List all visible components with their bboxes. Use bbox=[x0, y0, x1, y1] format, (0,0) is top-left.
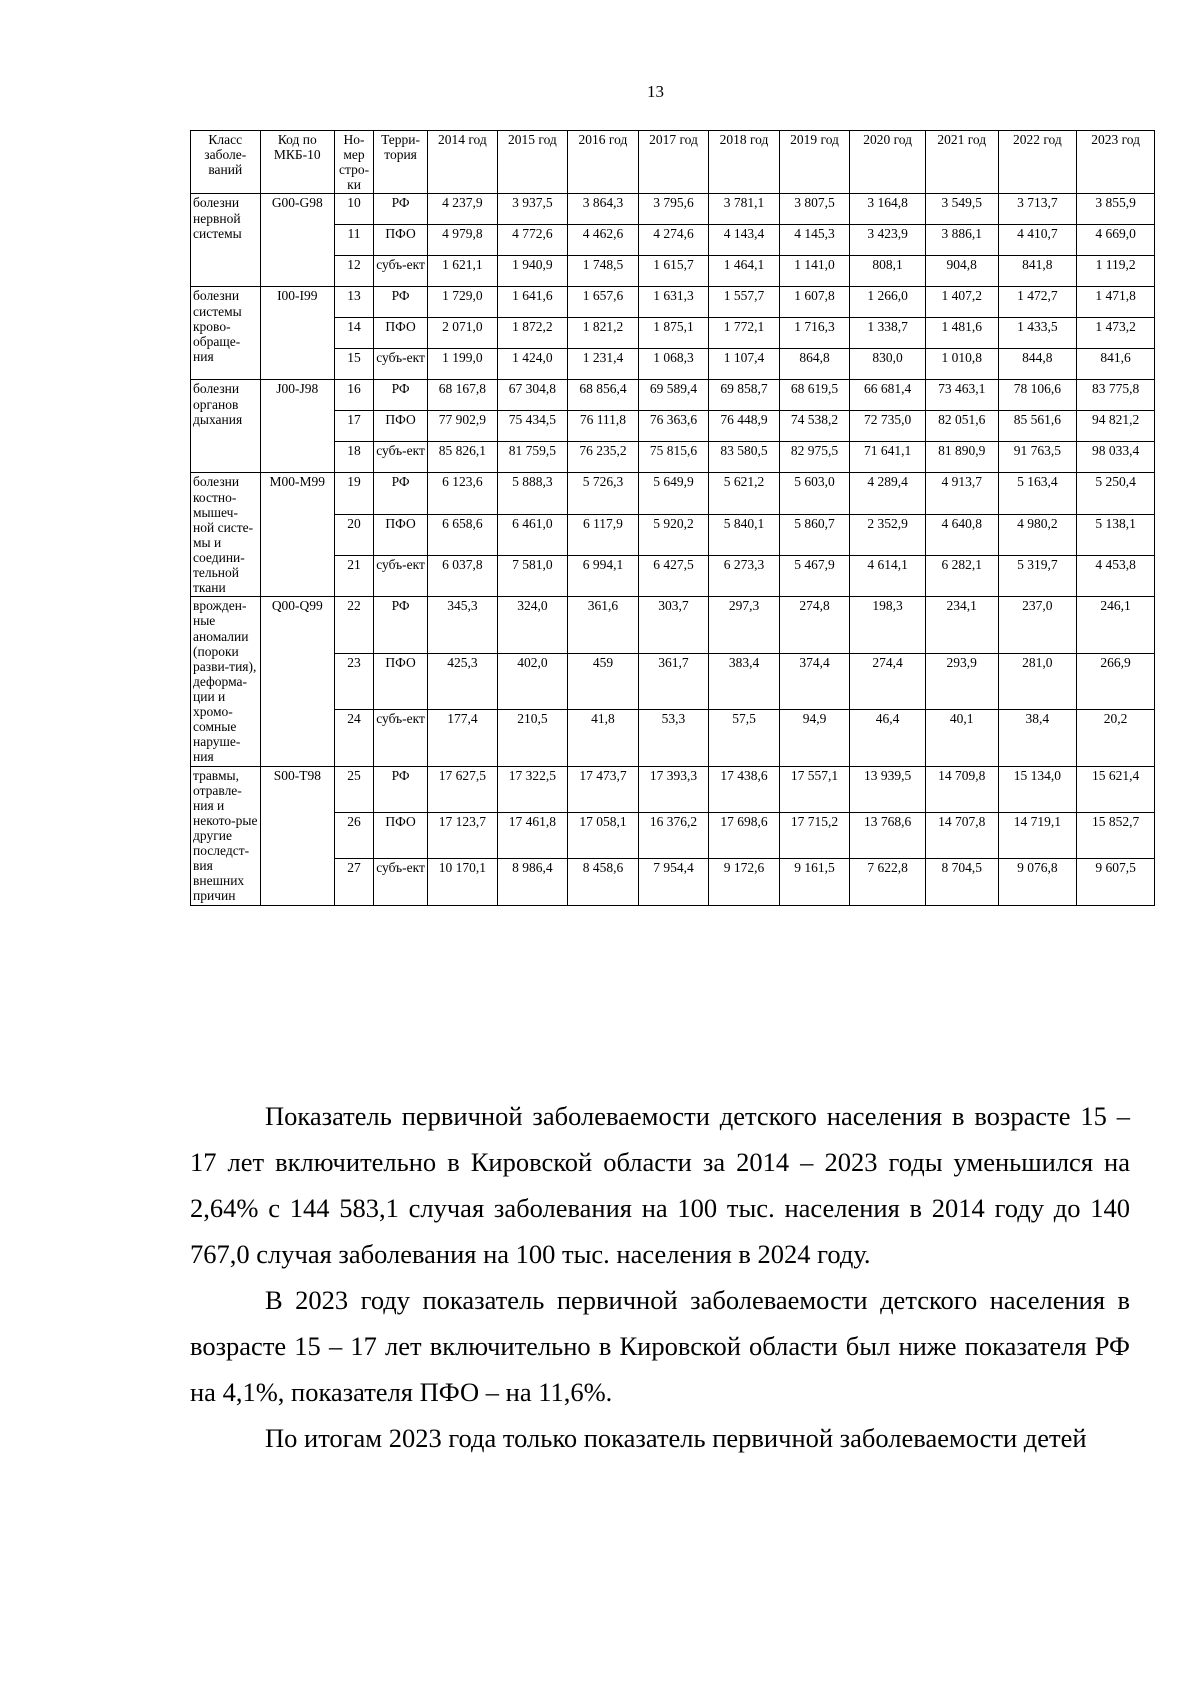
row-number-cell: 25 bbox=[335, 766, 374, 812]
value-cell: 17 058,1 bbox=[568, 812, 639, 858]
value-cell: 864,8 bbox=[779, 349, 850, 380]
value-cell: 6 117,9 bbox=[568, 514, 639, 555]
territory-cell: ПФО bbox=[373, 653, 427, 709]
disease-class-cell: болезни костно-мышеч-ной систе-мы и соедини-тельной ткани bbox=[191, 473, 261, 597]
value-cell: 5 319,7 bbox=[998, 556, 1077, 597]
value-cell: 15 852,7 bbox=[1077, 812, 1155, 858]
value-cell: 6 461,0 bbox=[497, 514, 568, 555]
value-cell: 1 772,1 bbox=[709, 318, 780, 349]
value-cell: 91 763,5 bbox=[998, 442, 1077, 473]
value-cell: 4 289,4 bbox=[850, 473, 926, 514]
value-cell: 303,7 bbox=[638, 597, 709, 653]
value-cell: 1 872,2 bbox=[497, 318, 568, 349]
value-cell: 177,4 bbox=[428, 710, 498, 766]
value-cell: 15 621,4 bbox=[1077, 766, 1155, 812]
table-row bbox=[191, 597, 1155, 653]
disease-class-cell: болезни органов дыхания bbox=[191, 380, 261, 473]
icd-code-cell: S00-T98 bbox=[260, 766, 335, 905]
value-cell: 17 715,2 bbox=[779, 812, 850, 858]
value-cell: 1 338,7 bbox=[850, 318, 926, 349]
value-cell: 14 709,8 bbox=[925, 766, 998, 812]
value-cell: 4 614,1 bbox=[850, 556, 926, 597]
row-number-cell: 20 bbox=[335, 514, 374, 555]
value-cell: 1 716,3 bbox=[779, 318, 850, 349]
value-cell: 1 940,9 bbox=[497, 256, 568, 287]
value-cell: 6 273,3 bbox=[709, 556, 780, 597]
column-header: 2017 год bbox=[638, 131, 709, 194]
territory-cell: субъ-ект bbox=[373, 442, 427, 473]
value-cell: 210,5 bbox=[497, 710, 568, 766]
value-cell: 40,1 bbox=[925, 710, 998, 766]
territory-cell: РФ bbox=[373, 287, 427, 318]
value-cell: 16 376,2 bbox=[638, 812, 709, 858]
icd-code-cell: G00-G98 bbox=[260, 194, 335, 287]
disease-class-cell: травмы, отравле-ния и некото-рые другие последст-вия внешних причин bbox=[191, 766, 261, 905]
value-cell: 841,8 bbox=[998, 256, 1077, 287]
territory-cell: субъ-ект bbox=[373, 556, 427, 597]
value-cell: 198,3 bbox=[850, 597, 926, 653]
value-cell: 4 145,3 bbox=[779, 225, 850, 256]
value-cell: 1 607,8 bbox=[779, 287, 850, 318]
territory-cell: ПФО bbox=[373, 812, 427, 858]
table-row bbox=[191, 380, 1155, 411]
value-cell: 345,3 bbox=[428, 597, 498, 653]
territory-cell: РФ bbox=[373, 597, 427, 653]
value-cell: 1 119,2 bbox=[1077, 256, 1155, 287]
value-cell: 17 627,5 bbox=[428, 766, 498, 812]
row-number-cell: 16 bbox=[335, 380, 374, 411]
value-cell: 4 462,6 bbox=[568, 225, 639, 256]
table-row bbox=[191, 514, 1155, 555]
value-cell: 4 980,2 bbox=[998, 514, 1077, 555]
value-cell: 4 237,9 bbox=[428, 194, 498, 225]
value-cell: 1 199,0 bbox=[428, 349, 498, 380]
column-header: 2019 год bbox=[779, 131, 850, 194]
value-cell: 68 856,4 bbox=[568, 380, 639, 411]
value-cell: 38,4 bbox=[998, 710, 1077, 766]
value-cell: 69 858,7 bbox=[709, 380, 780, 411]
value-cell: 66 681,4 bbox=[850, 380, 926, 411]
value-cell: 1 464,1 bbox=[709, 256, 780, 287]
value-cell: 1 621,1 bbox=[428, 256, 498, 287]
table-row bbox=[191, 349, 1155, 380]
value-cell: 81 759,5 bbox=[497, 442, 568, 473]
value-cell: 5 138,1 bbox=[1077, 514, 1155, 555]
value-cell: 76 235,2 bbox=[568, 442, 639, 473]
body-text bbox=[190, 1093, 1130, 1461]
value-cell: 17 322,5 bbox=[497, 766, 568, 812]
value-cell: 4 410,7 bbox=[998, 225, 1077, 256]
value-cell: 1 433,5 bbox=[998, 318, 1077, 349]
paragraph-results: По итогам 2023 года только показатель первичной заболеваемости детей bbox=[265, 1423, 1087, 1453]
icd-code-cell: J00-J98 bbox=[260, 380, 335, 473]
column-header: 2018 год bbox=[709, 131, 780, 194]
value-cell: 76 448,9 bbox=[709, 411, 780, 442]
value-cell: 3 855,9 bbox=[1077, 194, 1155, 225]
value-cell: 72 735,0 bbox=[850, 411, 926, 442]
row-number-cell: 13 bbox=[335, 287, 374, 318]
value-cell: 3 864,3 bbox=[568, 194, 639, 225]
paragraph-comparison: В 2023 году показатель первичной заболеваемости детского населения в возрасте 15 – 17 лет включительно в Кировской области был ниже показателя РФ на 4,1%, показателя ПФО – на 11,6%. bbox=[190, 1285, 1130, 1407]
row-number-cell: 23 bbox=[335, 653, 374, 709]
value-cell: 75 815,6 bbox=[638, 442, 709, 473]
table-row bbox=[191, 812, 1155, 858]
value-cell: 1 266,0 bbox=[850, 287, 926, 318]
value-cell: 1 472,7 bbox=[998, 287, 1077, 318]
territory-cell: РФ bbox=[373, 194, 427, 225]
value-cell: 3 781,1 bbox=[709, 194, 780, 225]
value-cell: 14 719,1 bbox=[998, 812, 1077, 858]
value-cell: 3 937,5 bbox=[497, 194, 568, 225]
value-cell: 237,0 bbox=[998, 597, 1077, 653]
table-body bbox=[191, 194, 1155, 905]
value-cell: 77 902,9 bbox=[428, 411, 498, 442]
value-cell: 17 393,3 bbox=[638, 766, 709, 812]
table-row bbox=[191, 318, 1155, 349]
table-row bbox=[191, 766, 1155, 812]
value-cell: 7 622,8 bbox=[850, 859, 926, 905]
territory-cell: ПФО bbox=[373, 225, 427, 256]
value-cell: 5 920,2 bbox=[638, 514, 709, 555]
column-header: 2021 год bbox=[925, 131, 998, 194]
table-row bbox=[191, 653, 1155, 709]
territory-cell: субъ-ект bbox=[373, 349, 427, 380]
value-cell: 6 658,6 bbox=[428, 514, 498, 555]
value-cell: 6 994,1 bbox=[568, 556, 639, 597]
value-cell: 5 603,0 bbox=[779, 473, 850, 514]
row-number-cell: 19 bbox=[335, 473, 374, 514]
icd-code-cell: I00-I99 bbox=[260, 287, 335, 380]
value-cell: 1 821,2 bbox=[568, 318, 639, 349]
value-cell: 4 979,8 bbox=[428, 225, 498, 256]
value-cell: 85 561,6 bbox=[998, 411, 1077, 442]
column-header: 2020 год bbox=[850, 131, 926, 194]
value-cell: 1 231,4 bbox=[568, 349, 639, 380]
territory-cell: РФ bbox=[373, 766, 427, 812]
value-cell: 274,4 bbox=[850, 653, 926, 709]
value-cell: 1 615,7 bbox=[638, 256, 709, 287]
value-cell: 81 890,9 bbox=[925, 442, 998, 473]
value-cell: 3 164,8 bbox=[850, 194, 926, 225]
value-cell: 6 282,1 bbox=[925, 556, 998, 597]
row-number-cell: 27 bbox=[335, 859, 374, 905]
column-header: 2016 год bbox=[568, 131, 639, 194]
table-row bbox=[191, 194, 1155, 225]
value-cell: 98 033,4 bbox=[1077, 442, 1155, 473]
column-header: Код по МКБ-10 bbox=[260, 131, 335, 194]
value-cell: 3 549,5 bbox=[925, 194, 998, 225]
value-cell: 9 076,8 bbox=[998, 859, 1077, 905]
value-cell: 266,9 bbox=[1077, 653, 1155, 709]
value-cell: 3 713,7 bbox=[998, 194, 1077, 225]
territory-cell: ПФО bbox=[373, 411, 427, 442]
value-cell: 1 010,8 bbox=[925, 349, 998, 380]
value-cell: 17 557,1 bbox=[779, 766, 850, 812]
value-cell: 69 589,4 bbox=[638, 380, 709, 411]
value-cell: 14 707,8 bbox=[925, 812, 998, 858]
value-cell: 274,8 bbox=[779, 597, 850, 653]
value-cell: 1 473,2 bbox=[1077, 318, 1155, 349]
value-cell: 6 427,5 bbox=[638, 556, 709, 597]
territory-cell: ПФО bbox=[373, 514, 427, 555]
value-cell: 8 704,5 bbox=[925, 859, 998, 905]
value-cell: 4 669,0 bbox=[1077, 225, 1155, 256]
value-cell: 73 463,1 bbox=[925, 380, 998, 411]
value-cell: 1 424,0 bbox=[497, 349, 568, 380]
value-cell: 1 407,2 bbox=[925, 287, 998, 318]
value-cell: 7 954,4 bbox=[638, 859, 709, 905]
row-number-cell: 11 bbox=[335, 225, 374, 256]
value-cell: 17 698,6 bbox=[709, 812, 780, 858]
value-cell: 3 795,6 bbox=[638, 194, 709, 225]
value-cell: 2 071,0 bbox=[428, 318, 498, 349]
value-cell: 6 123,6 bbox=[428, 473, 498, 514]
table-row bbox=[191, 442, 1155, 473]
value-cell: 41,8 bbox=[568, 710, 639, 766]
column-header: Класс заболе-ваний bbox=[191, 131, 261, 194]
value-cell: 9 607,5 bbox=[1077, 859, 1155, 905]
value-cell: 68 167,8 bbox=[428, 380, 498, 411]
value-cell: 234,1 bbox=[925, 597, 998, 653]
icd-code-cell: M00-M99 bbox=[260, 473, 335, 597]
value-cell: 6 037,8 bbox=[428, 556, 498, 597]
table-row bbox=[191, 411, 1155, 442]
value-cell: 5 888,3 bbox=[497, 473, 568, 514]
value-cell: 3 886,1 bbox=[925, 225, 998, 256]
value-cell: 83 775,8 bbox=[1077, 380, 1155, 411]
value-cell: 17 123,7 bbox=[428, 812, 498, 858]
value-cell: 1 729,0 bbox=[428, 287, 498, 318]
value-cell: 20,2 bbox=[1077, 710, 1155, 766]
value-cell: 71 641,1 bbox=[850, 442, 926, 473]
value-cell: 844,8 bbox=[998, 349, 1077, 380]
value-cell: 5 726,3 bbox=[568, 473, 639, 514]
value-cell: 53,3 bbox=[638, 710, 709, 766]
value-cell: 76 363,6 bbox=[638, 411, 709, 442]
disease-class-cell: врожден-ные аномалии (пороки разви-тия), деформа-ции и хромо-сомные наруше-ния bbox=[191, 597, 261, 766]
territory-cell: субъ-ект bbox=[373, 859, 427, 905]
value-cell: 324,0 bbox=[497, 597, 568, 653]
value-cell: 4 640,8 bbox=[925, 514, 998, 555]
value-cell: 67 304,8 bbox=[497, 380, 568, 411]
value-cell: 1 141,0 bbox=[779, 256, 850, 287]
value-cell: 15 134,0 bbox=[998, 766, 1077, 812]
value-cell: 8 986,4 bbox=[497, 859, 568, 905]
column-header: 2022 год bbox=[998, 131, 1077, 194]
value-cell: 3 807,5 bbox=[779, 194, 850, 225]
disease-class-cell: болезни системы крово-обраще-ния bbox=[191, 287, 261, 380]
value-cell: 82 051,6 bbox=[925, 411, 998, 442]
value-cell: 7 581,0 bbox=[497, 556, 568, 597]
territory-cell: ПФО bbox=[373, 318, 427, 349]
icd-code-cell: Q00-Q99 bbox=[260, 597, 335, 766]
value-cell: 459 bbox=[568, 653, 639, 709]
column-header: 2014 год bbox=[428, 131, 498, 194]
value-cell: 4 913,7 bbox=[925, 473, 998, 514]
column-header: Но-мер стро-ки bbox=[335, 131, 374, 194]
row-number-cell: 15 bbox=[335, 349, 374, 380]
row-number-cell: 22 bbox=[335, 597, 374, 653]
value-cell: 17 461,8 bbox=[497, 812, 568, 858]
territory-cell: субъ-ект bbox=[373, 256, 427, 287]
value-cell: 5 860,7 bbox=[779, 514, 850, 555]
value-cell: 13 939,5 bbox=[850, 766, 926, 812]
value-cell: 82 975,5 bbox=[779, 442, 850, 473]
value-cell: 361,7 bbox=[638, 653, 709, 709]
value-cell: 75 434,5 bbox=[497, 411, 568, 442]
territory-cell: РФ bbox=[373, 473, 427, 514]
value-cell: 361,6 bbox=[568, 597, 639, 653]
row-number-cell: 21 bbox=[335, 556, 374, 597]
value-cell: 5 840,1 bbox=[709, 514, 780, 555]
value-cell: 1 641,6 bbox=[497, 287, 568, 318]
value-cell: 4 143,4 bbox=[709, 225, 780, 256]
table-row bbox=[191, 256, 1155, 287]
value-cell: 808,1 bbox=[850, 256, 926, 287]
value-cell: 1 481,6 bbox=[925, 318, 998, 349]
value-cell: 4 772,6 bbox=[497, 225, 568, 256]
territory-cell: субъ-ект bbox=[373, 710, 427, 766]
table-row bbox=[191, 710, 1155, 766]
territory-cell: РФ bbox=[373, 380, 427, 411]
value-cell: 1 657,6 bbox=[568, 287, 639, 318]
row-number-cell: 17 bbox=[335, 411, 374, 442]
value-cell: 83 580,5 bbox=[709, 442, 780, 473]
row-number-cell: 14 bbox=[335, 318, 374, 349]
column-header: 2015 год bbox=[497, 131, 568, 194]
row-number-cell: 24 bbox=[335, 710, 374, 766]
value-cell: 1 471,8 bbox=[1077, 287, 1155, 318]
value-cell: 830,0 bbox=[850, 349, 926, 380]
value-cell: 8 458,6 bbox=[568, 859, 639, 905]
value-cell: 425,3 bbox=[428, 653, 498, 709]
value-cell: 5 621,2 bbox=[709, 473, 780, 514]
value-cell: 17 438,6 bbox=[709, 766, 780, 812]
value-cell: 5 163,4 bbox=[998, 473, 1077, 514]
value-cell: 68 619,5 bbox=[779, 380, 850, 411]
value-cell: 1 875,1 bbox=[638, 318, 709, 349]
value-cell: 13 768,6 bbox=[850, 812, 926, 858]
table-row bbox=[191, 859, 1155, 905]
value-cell: 94,9 bbox=[779, 710, 850, 766]
value-cell: 9 172,6 bbox=[709, 859, 780, 905]
value-cell: 10 170,1 bbox=[428, 859, 498, 905]
value-cell: 1 631,3 bbox=[638, 287, 709, 318]
value-cell: 78 106,6 bbox=[998, 380, 1077, 411]
value-cell: 1 107,4 bbox=[709, 349, 780, 380]
value-cell: 5 250,4 bbox=[1077, 473, 1155, 514]
row-number-cell: 12 bbox=[335, 256, 374, 287]
value-cell: 1 068,3 bbox=[638, 349, 709, 380]
table-row bbox=[191, 287, 1155, 318]
page-number: 13 bbox=[647, 82, 664, 101]
value-cell: 2 352,9 bbox=[850, 514, 926, 555]
value-cell: 57,5 bbox=[709, 710, 780, 766]
column-header: Терри-тория bbox=[373, 131, 427, 194]
value-cell: 374,4 bbox=[779, 653, 850, 709]
value-cell: 4 453,8 bbox=[1077, 556, 1155, 597]
value-cell: 904,8 bbox=[925, 256, 998, 287]
table-row bbox=[191, 556, 1155, 597]
table-row bbox=[191, 225, 1155, 256]
value-cell: 402,0 bbox=[497, 653, 568, 709]
table-row bbox=[191, 473, 1155, 514]
value-cell: 246,1 bbox=[1077, 597, 1155, 653]
value-cell: 94 821,2 bbox=[1077, 411, 1155, 442]
row-number-cell: 18 bbox=[335, 442, 374, 473]
value-cell: 1 748,5 bbox=[568, 256, 639, 287]
value-cell: 293,9 bbox=[925, 653, 998, 709]
value-cell: 17 473,7 bbox=[568, 766, 639, 812]
value-cell: 4 274,6 bbox=[638, 225, 709, 256]
morbidity-table bbox=[190, 130, 1155, 906]
row-number-cell: 26 bbox=[335, 812, 374, 858]
value-cell: 383,4 bbox=[709, 653, 780, 709]
disease-class-cell: болезни нервной системы bbox=[191, 194, 261, 287]
value-cell: 281,0 bbox=[998, 653, 1077, 709]
table-header-row bbox=[191, 131, 1155, 194]
column-header: 2023 год bbox=[1077, 131, 1155, 194]
value-cell: 841,6 bbox=[1077, 349, 1155, 380]
value-cell: 5 649,9 bbox=[638, 473, 709, 514]
value-cell: 297,3 bbox=[709, 597, 780, 653]
value-cell: 5 467,9 bbox=[779, 556, 850, 597]
value-cell: 46,4 bbox=[850, 710, 926, 766]
value-cell: 3 423,9 bbox=[850, 225, 926, 256]
value-cell: 85 826,1 bbox=[428, 442, 498, 473]
row-number-cell: 10 bbox=[335, 194, 374, 225]
value-cell: 76 111,8 bbox=[568, 411, 639, 442]
value-cell: 74 538,2 bbox=[779, 411, 850, 442]
value-cell: 1 557,7 bbox=[709, 287, 780, 318]
value-cell: 9 161,5 bbox=[779, 859, 850, 905]
paragraph-decrease: Показатель первичной заболеваемости детского населения в возрасте 15 – 17 лет включительно в Кировской области за 2014 – 2023 годы уменьшился на 2,64% с 144 583,1 случая заболевания на 100 тыс. населения в 2014 году до 140 767,0 случая заболевания на 100 тыс. населения в 2024 году. bbox=[190, 1101, 1130, 1269]
